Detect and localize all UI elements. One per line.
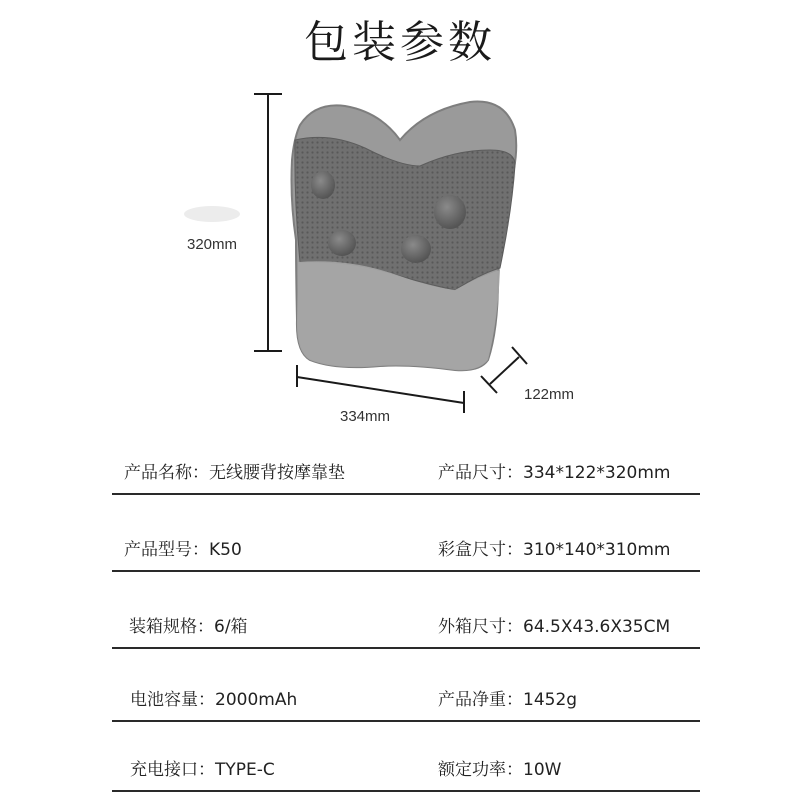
spec-value: 2000mAh (215, 690, 298, 710)
spec-battery (130, 685, 297, 710)
spec-separator: ： (506, 540, 523, 560)
spec-value: 64.5X43.6X35CM (523, 617, 671, 637)
height-dimension-line (254, 94, 282, 351)
page-title: 包装参数 (304, 17, 496, 68)
spec-separator: ： (197, 617, 214, 637)
spec-separator: ： (192, 540, 209, 560)
spec-separator: ： (506, 617, 523, 637)
spec-label: 产品型号 (124, 540, 192, 560)
spec-value: K50 (209, 540, 242, 560)
spec-separator: ： (198, 690, 215, 710)
spec-packing (129, 612, 248, 637)
spec-separator: ： (506, 690, 523, 710)
spec-separator: ： (506, 463, 523, 483)
spec-label: 外箱尺寸 (438, 617, 506, 637)
height-dimension-label: 320mm (187, 236, 238, 253)
spec-row (112, 730, 700, 792)
spec-value: 334*122*320mm (523, 463, 671, 483)
spec-label: 额定功率 (438, 760, 506, 780)
spec-box-size (438, 535, 670, 560)
spec-label: 充电接口 (130, 760, 198, 780)
width-dimension-line (297, 365, 464, 413)
spec-value: 310*140*310mm (523, 540, 671, 560)
spec-row (112, 660, 700, 722)
spec-value: 1452g (523, 690, 578, 710)
spec-label: 彩盒尺寸 (438, 540, 506, 560)
width-dimension-label: 334mm (340, 408, 391, 425)
spec-label: 产品净重 (438, 690, 506, 710)
spec-model (124, 535, 242, 560)
spec-separator: ： (198, 760, 215, 780)
spec-charging-port (130, 755, 275, 780)
spec-label: 产品尺寸 (438, 463, 506, 483)
spec-label: 装箱规格 (129, 617, 197, 637)
spec-rated-power (438, 755, 561, 780)
spec-carton-size (438, 612, 670, 637)
spec-row (112, 510, 700, 572)
spec-value: 10W (523, 760, 562, 780)
spec-product-size (438, 458, 670, 483)
spec-value: 6/箱 (214, 617, 248, 637)
spec-row (112, 433, 700, 495)
spec-label: 产品名称 (124, 463, 192, 483)
spec-label: 电池容量 (130, 690, 198, 710)
spec-separator: ： (192, 463, 209, 483)
spec-row (112, 587, 700, 649)
depth-dimension-label: 122mm (524, 386, 575, 403)
spec-product-name (124, 458, 345, 483)
spec-value: 无线腰背按摩靠垫 (209, 463, 345, 483)
spec-separator: ： (506, 760, 523, 780)
spec-value: TYPE-C (215, 760, 275, 780)
spec-net-weight (438, 685, 577, 710)
